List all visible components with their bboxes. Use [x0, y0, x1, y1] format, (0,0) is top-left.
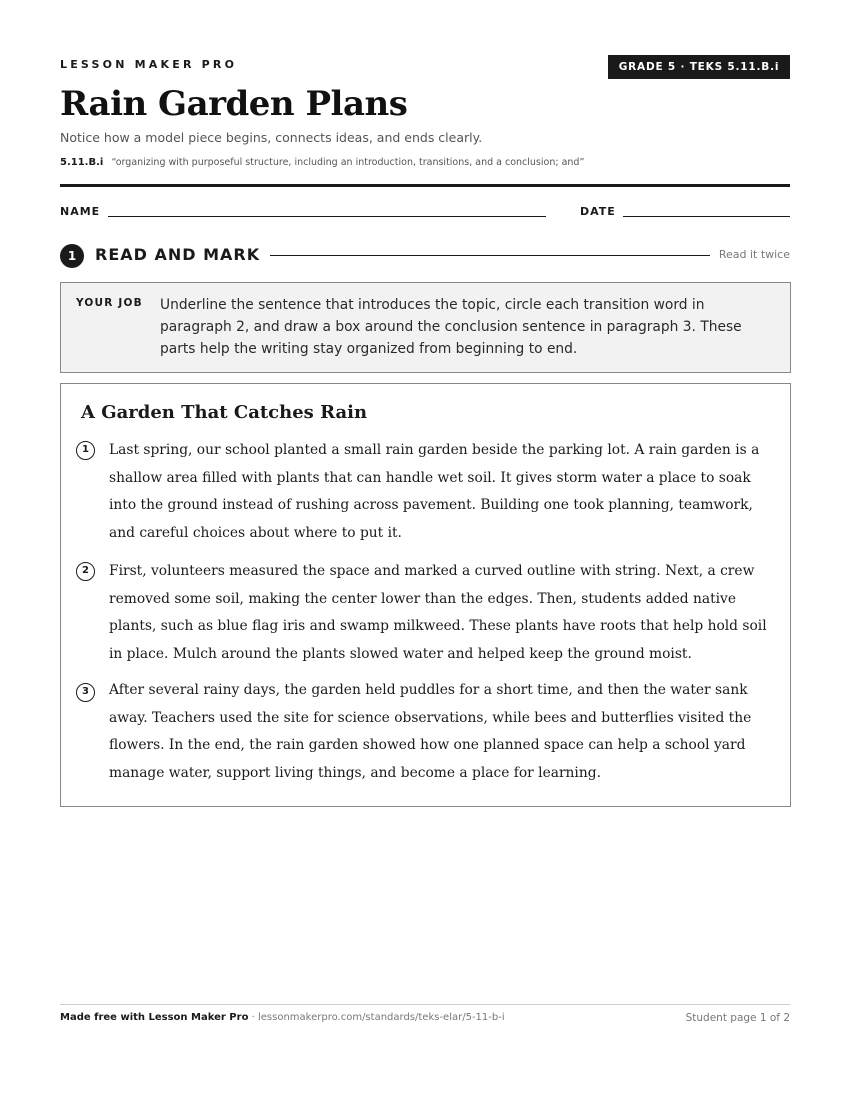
standard-text: “organizing with purposeful structure, including an introduction, transitions, and a conclusion; and”: [111, 157, 585, 168]
passage-title: A Garden That Catches Rain: [81, 402, 368, 423]
paragraph-number-badge: 3: [76, 683, 95, 702]
paragraph-number-badge: 1: [76, 441, 95, 460]
standard-code: 5.11.B.i: [60, 157, 104, 168]
job-label: YOUR JOB: [76, 297, 143, 309]
job-box: [60, 282, 791, 373]
brand-name: LESSON MAKER PRO: [60, 58, 238, 71]
name-field[interactable]: [108, 216, 546, 217]
page-subtitle: Notice how a model piece begins, connects ideas, and ends clearly.: [60, 130, 483, 145]
paragraph-text: First, volunteers measured the space and marked a curved outline with string. Next, a crew removed some soil, making the center lower than the edges. Then, students added native plants, such as blue flag iris and swamp milkweed. These plants have roots that help hold soil in place. Mulch around the plants slowed water and helped keep the ground moist.: [109, 563, 767, 662]
reading-passage: [60, 383, 791, 807]
section-number-badge: 1: [60, 244, 84, 268]
section-title: READ AND MARK: [95, 245, 261, 264]
footer-divider: [60, 1004, 790, 1005]
date-field[interactable]: [623, 216, 790, 217]
grade-badge: GRADE 5 · TEKS 5.11.B.i: [608, 55, 790, 79]
page-number: Student page 1 of 2: [685, 1012, 790, 1024]
page-title: Rain Garden Plans: [60, 84, 408, 124]
section-note: Read it twice: [718, 248, 790, 261]
footer-url[interactable]: · lessonmakerpro.com/standards/teks-elar/5-11-b-i: [248, 1012, 505, 1023]
paragraph-number-badge: 2: [76, 562, 95, 581]
paragraph-text: Last spring, our school planted a small rain garden beside the parking lot. A rain garden is a shallow area filled with plants that can handle wet soil. It gives storm water a place to soak into the ground instead of rushing across pavement. Building one took planning, teamwork, and careful choices about where to put it.: [109, 442, 760, 541]
paragraph-text: After several rainy days, the garden held puddles for a short time, and then the water sank away. Teachers used the site for science observations, while bees and butterflies visited the flowers. In the end, the rain garden showed how one planned space can help a school yard manage water, support living things, and become a place for learning.: [109, 682, 752, 781]
footer-made-with: Made free with Lesson Maker Pro: [60, 1012, 249, 1023]
header-divider: [60, 184, 790, 187]
section-divider: [270, 255, 710, 256]
date-label: DATE: [580, 205, 616, 218]
job-instructions: Underline the sentence that introduces the topic, circle each transition word in paragraph 2, and draw a box around the conclusion sentence in paragraph 3. These parts help the writing stay organized from beginning to end.: [160, 297, 742, 357]
standard-line: [60, 157, 584, 168]
name-label: NAME: [60, 205, 101, 218]
footer-credit: [60, 1012, 505, 1023]
